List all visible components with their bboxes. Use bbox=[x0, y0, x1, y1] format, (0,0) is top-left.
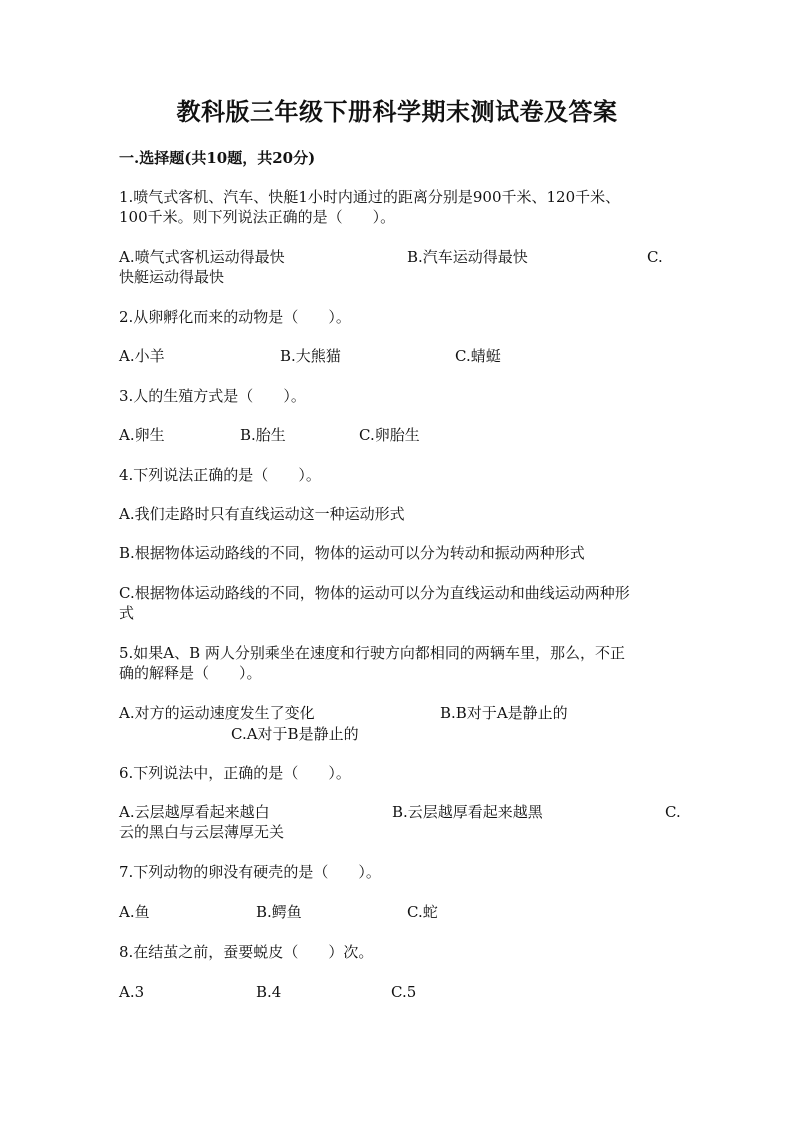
question-4-stem: 4.下列说法正确的是（ ）。 bbox=[119, 466, 321, 484]
question-7-option-a: A.鱼 bbox=[119, 903, 150, 921]
question-5-option-b: B.B对于A是静止的 bbox=[440, 704, 568, 722]
question-1-stem-line-1: 1.喷气式客机、汽车、快艇1小时内通过的距离分别是900千米、120千米、 bbox=[119, 188, 621, 206]
question-1-option-b: B.汽车运动得最快 bbox=[407, 248, 528, 266]
question-7-option-b: B.鳄鱼 bbox=[256, 903, 302, 921]
question-4-option-c-cont: 式 bbox=[119, 604, 135, 622]
question-1-option-c-text: 快艇运动得最快 bbox=[119, 268, 225, 286]
question-5-stem-line-1: 5.如果A、B 两人分别乘坐在速度和行驶方向都相同的两辆车里，那么，不正 bbox=[119, 644, 625, 662]
question-2-stem: 2.从卵孵化而来的动物是（ ）。 bbox=[119, 308, 351, 326]
question-7-option-c: C.蛇 bbox=[407, 903, 438, 921]
question-3-option-a: A.卵生 bbox=[119, 426, 165, 444]
question-5-option-a: A.对方的运动速度发生了变化 bbox=[119, 704, 315, 722]
question-3-stem: 3.人的生殖方式是（ ）。 bbox=[119, 387, 306, 405]
question-8-stem: 8.在结茧之前，蚕要蜕皮（ ）次。 bbox=[119, 943, 374, 961]
question-3-option-c: C.卵胎生 bbox=[359, 426, 420, 444]
question-6-option-b: B.云层越厚看起来越黑 bbox=[392, 803, 543, 821]
question-7-stem: 7.下列动物的卵没有硬壳的是（ ）。 bbox=[119, 863, 381, 881]
question-6-option-a: A.云层越厚看起来越白 bbox=[119, 803, 270, 821]
page-title: 教科版三年级下册科学期末测试卷及答案 bbox=[176, 97, 618, 126]
question-4-option-a: A.我们走路时只有直线运动这一种运动形式 bbox=[119, 505, 405, 523]
question-5-option-c: C.A对于B是静止的 bbox=[231, 725, 359, 743]
question-2-option-c: C.蜻蜓 bbox=[455, 347, 501, 365]
question-8-option-b: B.4 bbox=[256, 983, 282, 1001]
question-1-option-a: A.喷气式客机运动得最快 bbox=[119, 248, 285, 266]
question-3-option-b: B.胎生 bbox=[240, 426, 286, 444]
section-heading: 一.选择题(共10题，共20分) bbox=[119, 149, 316, 167]
question-6-stem: 6.下列说法中，正确的是（ ）。 bbox=[119, 764, 351, 782]
question-6-option-c-text: 云的黑白与云层薄厚无关 bbox=[119, 823, 285, 841]
question-2-option-b: B.大熊猫 bbox=[280, 347, 341, 365]
question-5-stem-line-2: 确的解释是（ ）。 bbox=[119, 664, 262, 682]
question-4-option-b: B.根据物体运动路线的不同，物体的运动可以分为转动和振动两种形式 bbox=[119, 544, 585, 562]
question-1-stem-line-2: 100千米。则下列说法正确的是（ ）。 bbox=[119, 208, 396, 226]
question-8-option-c: C.5 bbox=[391, 983, 417, 1001]
question-8-option-a: A.3 bbox=[119, 983, 145, 1001]
question-6-option-c: C. bbox=[665, 803, 681, 821]
question-2-option-a: A.小羊 bbox=[119, 347, 165, 365]
question-4-option-c: C.根据物体运动路线的不同，物体的运动可以分为直线运动和曲线运动两种形 bbox=[119, 584, 630, 602]
question-1-option-c: C. bbox=[647, 248, 663, 266]
